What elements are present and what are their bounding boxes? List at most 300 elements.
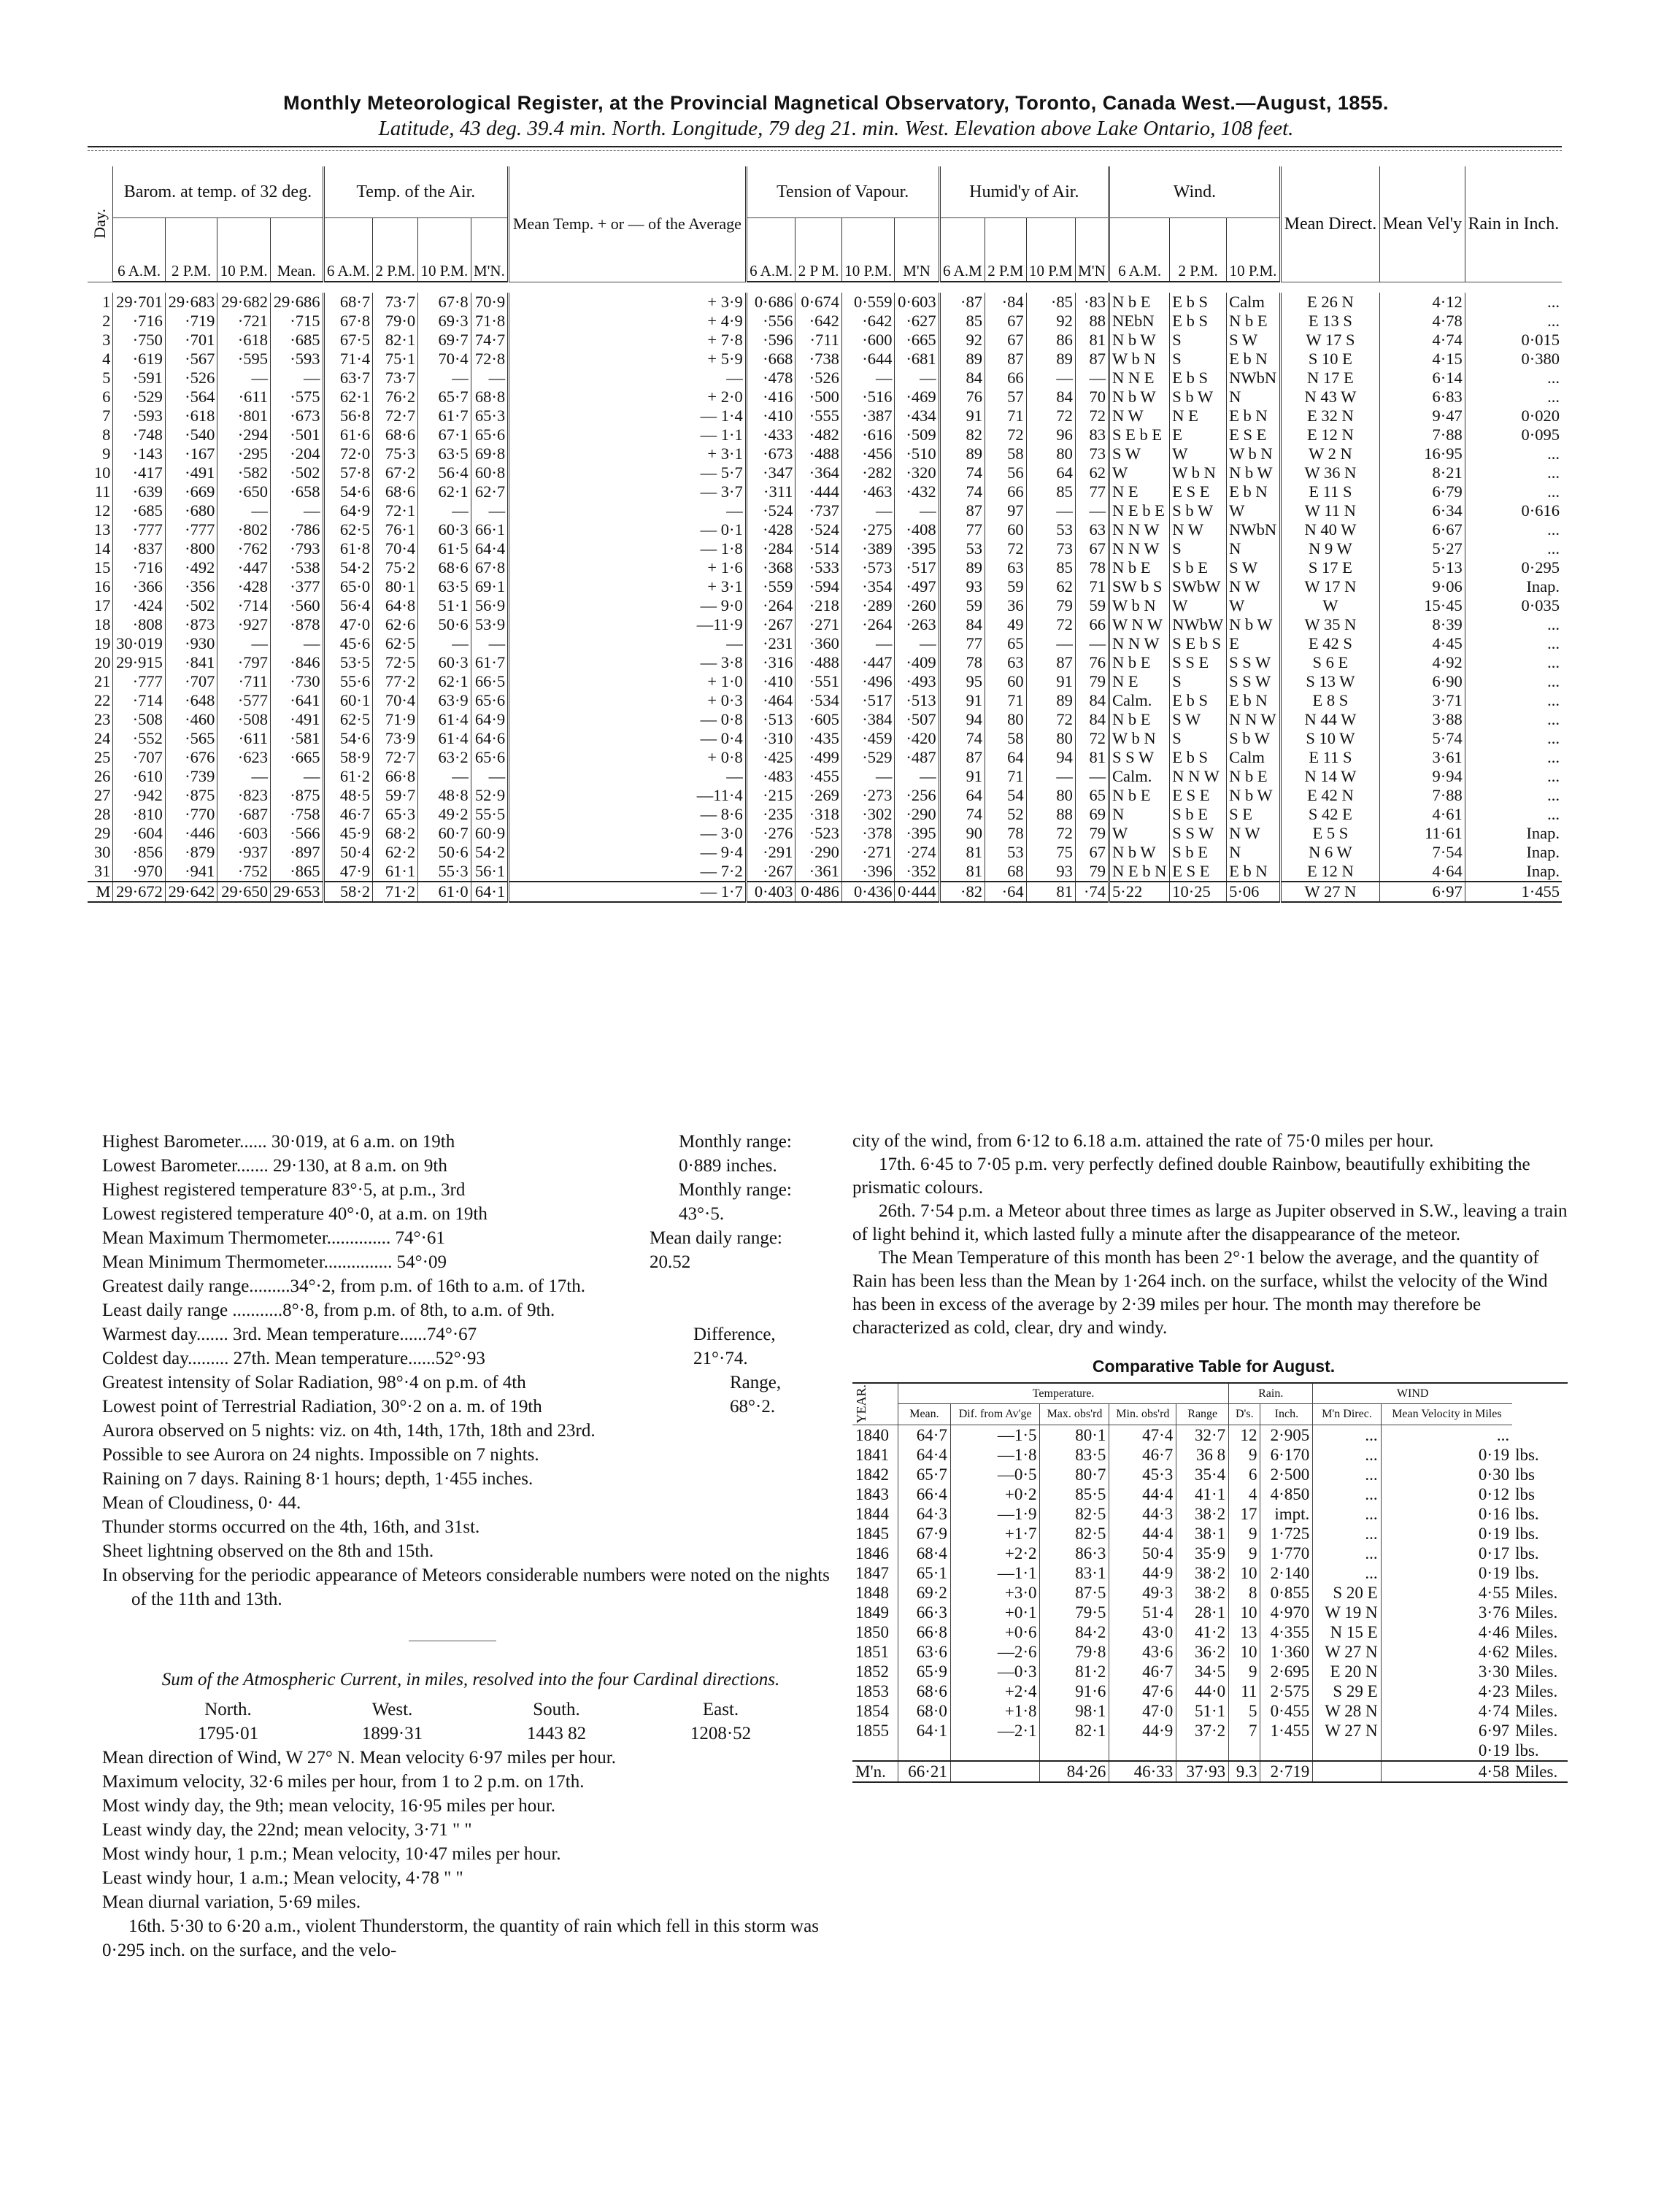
- register-cell: ·516: [841, 388, 895, 406]
- register-cell: 91: [1026, 672, 1075, 691]
- register-cell: ·143: [113, 444, 166, 463]
- register-cell: 60·3: [418, 520, 471, 539]
- register-cell: E: [1227, 634, 1281, 653]
- cmp-cell: 38·1: [1176, 1524, 1229, 1544]
- register-cell: — 1·8: [509, 539, 747, 558]
- cmp-cell: ...: [1313, 1445, 1381, 1465]
- cmp-cell: M'n.: [852, 1761, 898, 1782]
- cmp-cell: 63·6: [898, 1642, 951, 1662]
- register-cell: ·566: [270, 824, 323, 843]
- cmp-cell: 0·19: [1381, 1445, 1512, 1465]
- register-cell: ·750: [113, 331, 166, 350]
- register-cell: ·85: [1026, 293, 1075, 312]
- cmp-cell: 68·4: [898, 1544, 951, 1563]
- register-cell: ·737: [795, 501, 842, 520]
- register-cell: 89: [1026, 350, 1075, 369]
- cmp-cell: 38·2: [1176, 1504, 1229, 1524]
- register-cell: Inap.: [1465, 577, 1562, 596]
- day-cell: 13: [93, 520, 111, 539]
- cmp-cell: 3·30: [1381, 1662, 1512, 1681]
- register-cell: ·927: [217, 615, 271, 634]
- cmp-cell: [1313, 1741, 1381, 1761]
- register-cell: 62: [1075, 463, 1109, 482]
- register-cell: 0·486: [795, 882, 842, 902]
- day-cell: 23: [93, 710, 111, 728]
- register-cell: ·446: [165, 824, 217, 843]
- register-cell: ·715: [270, 312, 323, 331]
- register-cell: N b W: [1227, 463, 1281, 482]
- cmp-cell: 1·725: [1260, 1524, 1313, 1544]
- register-cell: ·716: [113, 558, 166, 577]
- register-cell: 63·2: [418, 748, 471, 767]
- register-cell: ·499: [795, 748, 842, 767]
- cmp-cell: 12: [1229, 1425, 1260, 1445]
- register-cell: + 3·1: [509, 577, 747, 596]
- register-cell: ...: [1465, 369, 1562, 388]
- register-cell: ·595: [217, 350, 271, 369]
- register-row: [88, 710, 1562, 729]
- register-cell: 63·9: [418, 691, 471, 710]
- register-cell: ·823: [217, 786, 271, 805]
- cmp-cell: N 15 E: [1313, 1622, 1381, 1642]
- register-cell: ·714: [113, 691, 166, 710]
- register-cell: 4·78: [1379, 312, 1465, 331]
- register-cell: 16·95: [1379, 444, 1465, 463]
- register-cell: ·491: [270, 710, 323, 729]
- register-cell: 61·0: [418, 882, 471, 902]
- cmp-cell: —1·5: [950, 1425, 1040, 1445]
- register-cell: 75·1: [373, 350, 418, 369]
- cmp-cell: 65·9: [898, 1662, 951, 1681]
- cmp-col-inch: Inch.: [1260, 1404, 1313, 1425]
- cmp-cell: 0·30: [1381, 1465, 1512, 1484]
- cmp-cell: 46·7: [1109, 1445, 1176, 1465]
- register-cell: 47·9: [323, 862, 373, 882]
- register-cell: ·641: [270, 691, 323, 710]
- register-cell: 80: [985, 710, 1026, 729]
- register-cell: —: [418, 767, 471, 786]
- remark-paragraph: city of the wind, from 6·12 to 6.18 a.m. attained the rate of 75·0 miles per hour.: [852, 1131, 1434, 1151]
- cmp-cell: 9.3: [1229, 1761, 1260, 1782]
- register-cell: 57·8: [323, 463, 373, 482]
- cmp-cell: 46·33: [1109, 1761, 1176, 1782]
- register-cell: 6·83: [1379, 388, 1465, 406]
- register-cell: 60: [985, 672, 1026, 691]
- register-cell: 54·2: [323, 558, 373, 577]
- register-cell: S 10 E: [1280, 350, 1379, 369]
- register-cell: N b E: [1227, 312, 1281, 331]
- register-row: [88, 520, 1562, 539]
- register-cell: 75: [1026, 843, 1075, 862]
- register-cell: —: [418, 501, 471, 520]
- register-cell: 63: [985, 558, 1026, 577]
- register-cell: 66: [985, 369, 1026, 388]
- register-cell: 77: [1075, 482, 1109, 501]
- register-cell: NWbN: [1227, 369, 1281, 388]
- cmp-cell: 0·19: [1381, 1524, 1512, 1544]
- register-cell: ·875: [165, 786, 217, 805]
- register-cell: ·290: [795, 843, 842, 862]
- cmp-cell: S 29 E: [1313, 1681, 1381, 1701]
- register-cell: 64·4: [471, 539, 508, 558]
- warmest-coldest-summary: Warmest day....... 3rd. Mean temperature......74°·67 Difference, Coldest day......... 27th. Mean temperature......52°·93 21°·74.: [102, 1325, 776, 1368]
- cmp-mean-row: [852, 1761, 1568, 1782]
- register-cell: ·644: [841, 350, 895, 369]
- register-cell: 0·095: [1465, 425, 1562, 444]
- register-cell: 67: [1075, 843, 1109, 862]
- register-cell: 65·3: [373, 805, 418, 824]
- register-cell: ·510: [895, 444, 939, 463]
- register-cell: 73: [1075, 444, 1109, 463]
- register-cell: ...: [1465, 767, 1562, 786]
- cmp-cell: [898, 1741, 951, 1761]
- day-header: Day.: [88, 166, 113, 282]
- register-cell: N E: [1170, 406, 1227, 425]
- cmp-cell: 1847: [855, 1563, 889, 1582]
- register-cell: —: [1075, 767, 1109, 786]
- register-cell: ·274: [895, 843, 939, 862]
- register-cell: 67: [985, 331, 1026, 350]
- register-row: [88, 312, 1562, 331]
- register-cell: ·424: [113, 596, 166, 615]
- cmp-cell: 51·1: [1176, 1701, 1229, 1721]
- cmp-cell: 68·6: [898, 1681, 951, 1701]
- register-cell: 72·7: [373, 748, 418, 767]
- register-cell: — 5·7: [509, 463, 747, 482]
- register-cell: ·841: [165, 653, 217, 672]
- day-cell: 29: [93, 824, 111, 842]
- cmp-cell: 65·7: [898, 1465, 951, 1484]
- register-cell: E b S: [1170, 748, 1227, 767]
- register-cell: N 40 W: [1280, 520, 1379, 539]
- register-cell: 56·4: [323, 596, 373, 615]
- register-cell: ·524: [795, 520, 842, 539]
- register-cell: ...: [1465, 312, 1562, 331]
- register-cell: 6·90: [1379, 672, 1465, 691]
- register-cell: N W: [1227, 577, 1281, 596]
- cmp-cell: 4·46: [1381, 1622, 1512, 1642]
- register-cell: ·879: [165, 843, 217, 862]
- register-cell: —: [270, 369, 323, 388]
- register-row: [88, 786, 1562, 805]
- summary-column: [102, 1130, 839, 1962]
- register-cell: ·501: [270, 425, 323, 444]
- register-cell: 29·653: [270, 882, 323, 902]
- register-cell: ·604: [113, 824, 166, 843]
- register-cell: ·455: [795, 767, 842, 786]
- register-cell: ·523: [795, 824, 842, 843]
- register-cell: 61·4: [418, 710, 471, 729]
- cmp-cell: 0·12: [1381, 1484, 1512, 1504]
- register-cell: ·432: [895, 482, 939, 501]
- register-cell: 9·94: [1379, 767, 1465, 786]
- cmp-cell: 64·1: [898, 1721, 951, 1741]
- register-cell: ·596: [746, 331, 795, 350]
- register-cell: 72·1: [373, 501, 418, 520]
- register-cell: ·707: [165, 672, 217, 691]
- register-cell: + 7·8: [509, 331, 747, 350]
- col-humid-6am: 6 A.M: [939, 218, 985, 282]
- register-cell: —: [217, 634, 271, 653]
- register-cell: 71: [1075, 577, 1109, 596]
- register-cell: 67: [1075, 539, 1109, 558]
- register-cell: —: [471, 501, 508, 520]
- register-cell: 62·6: [373, 615, 418, 634]
- cmp-cell: 51·4: [1109, 1603, 1176, 1622]
- register-cell: + 1·0: [509, 672, 747, 691]
- register-cell: ·897: [270, 843, 323, 862]
- register-cell: 0·295: [1465, 558, 1562, 577]
- register-cell: SW b S: [1109, 577, 1170, 596]
- register-cell: 0·015: [1465, 331, 1562, 350]
- register-cell: 83: [1075, 425, 1109, 444]
- register-cell: 53: [939, 539, 985, 558]
- day-cell: 19: [93, 634, 111, 652]
- cardinal-labels: North. West. South. East.: [204, 1700, 739, 1719]
- register-cell: 62·5: [323, 710, 373, 729]
- register-cell: ·271: [841, 843, 895, 862]
- cmp-cell: Miles.: [1515, 1681, 1558, 1700]
- register-cell: ·650: [217, 482, 271, 501]
- register-cell: + 1·6: [509, 558, 747, 577]
- register-cell: 7·88: [1379, 786, 1465, 805]
- register-cell: 88: [1075, 312, 1109, 331]
- col-wind-6am: 6 A.M.: [1109, 218, 1170, 282]
- register-cell: ·395: [895, 824, 939, 843]
- register-cell: 5·13: [1379, 558, 1465, 577]
- register-cell: ·837: [113, 539, 166, 558]
- register-cell: W 35 N: [1280, 615, 1379, 634]
- register-cell: ·420: [895, 729, 939, 748]
- col-tension-6am: 6 A.M.: [746, 218, 795, 282]
- register-cell: ·930: [165, 634, 217, 653]
- register-cell: S S E: [1170, 653, 1227, 672]
- register-row: [88, 369, 1562, 388]
- register-cell: —: [509, 767, 747, 786]
- register-cell: ·514: [795, 539, 842, 558]
- register-cell: 29·701: [113, 293, 166, 312]
- register-cell: 74: [939, 463, 985, 482]
- register-cell: + 2·0: [509, 388, 747, 406]
- register-cell: 61·8: [323, 539, 373, 558]
- register-cell: ·719: [165, 312, 217, 331]
- cmp-cell: 5: [1229, 1701, 1260, 1721]
- register-cell: ·507: [895, 710, 939, 729]
- register-cell: ·435: [795, 729, 842, 748]
- cmp-cell: 82·1: [1040, 1721, 1109, 1741]
- register-cell: ·611: [217, 729, 271, 748]
- register-cell: 74: [939, 805, 985, 824]
- cmp-cell: 47·0: [1109, 1701, 1176, 1721]
- cmp-cell: lbs: [1515, 1465, 1535, 1484]
- cmp-cell: 7: [1229, 1721, 1260, 1741]
- register-cell: 49·2: [418, 805, 471, 824]
- register-cell: ·502: [165, 596, 217, 615]
- cmp-cell: [1040, 1741, 1109, 1761]
- register-cell: 72: [1075, 406, 1109, 425]
- cmp-cell: 1853: [855, 1681, 889, 1700]
- cmp-cell: 44·9: [1109, 1721, 1176, 1741]
- register-cell: ·409: [895, 653, 939, 672]
- register-cell: 59·7: [373, 786, 418, 805]
- register-cell: 67·5: [323, 331, 373, 350]
- register-cell: 9·47: [1379, 406, 1465, 425]
- register-cell: E 5 S: [1280, 824, 1379, 843]
- cmp-col-range: Range: [1176, 1404, 1229, 1425]
- register-cell: N b E: [1109, 558, 1170, 577]
- register-cell: ·618: [217, 331, 271, 350]
- col-barom-mean: Mean.: [270, 218, 323, 282]
- register-cell: ...: [1465, 691, 1562, 710]
- cmp-cell: ...: [1313, 1425, 1381, 1445]
- register-cell: 72: [985, 539, 1026, 558]
- register-cell: ·235: [746, 805, 795, 824]
- register-cell: ...: [1465, 672, 1562, 691]
- register-cell: 66: [985, 482, 1026, 501]
- register-cell: ·865: [270, 862, 323, 882]
- register-cell: SWbW: [1170, 577, 1227, 596]
- register-cell: 29·672: [113, 882, 166, 902]
- register-cell: Inap.: [1465, 843, 1562, 862]
- cmp-cell: 80·7: [1040, 1465, 1109, 1484]
- register-cell: ·302: [841, 805, 895, 824]
- register-cell: 52·9: [471, 786, 508, 805]
- register-cell: 63: [985, 653, 1026, 672]
- register-cell: 69·3: [418, 312, 471, 331]
- cmp-cell: 35·4: [1176, 1465, 1229, 1484]
- cmp-cell: 1852: [855, 1662, 889, 1681]
- register-cell: ·605: [795, 710, 842, 729]
- register-cell: 62·1: [323, 388, 373, 406]
- register-cell: 62·7: [471, 482, 508, 501]
- register-cell: 89: [939, 444, 985, 463]
- register-cell: 54: [985, 786, 1026, 805]
- cmp-cell: 80·1: [1040, 1425, 1109, 1445]
- register-cell: E b S: [1170, 293, 1227, 312]
- register-cell: — 8·6: [509, 805, 747, 824]
- register-row: [88, 425, 1562, 444]
- register-cell: 71·4: [323, 350, 373, 369]
- register-cell: ·276: [746, 824, 795, 843]
- register-cell: ·681: [895, 350, 939, 369]
- register-cell: 78: [985, 824, 1026, 843]
- observation-notes: Aurora observed on 5 nights: viz. on 4th, 14th, 17th, 18th and 23rd. Possible to see Aurora on 24 nights. Impossible on 7 nights. Raining on 7 days. Raining 8·1 hours; depth, 1·455 inches. Mean of Cloudiness, 0· 44. Thunder storms occurred on the 4th, 16th, and 31st. Sheet lightning observed on the 8th and 15th. In observing for the periodic appearance of Meteors considerable numbers were noted on the nights of the 11th and 13th.: [102, 1421, 830, 1609]
- register-cell: 67·1: [418, 425, 471, 444]
- cmp-cell: [950, 1741, 1040, 1761]
- register-row: [88, 444, 1562, 463]
- register-cell: —: [270, 767, 323, 786]
- cmp-cell: +3·0: [950, 1583, 1040, 1603]
- day-cell: 30: [93, 843, 111, 861]
- register-cell: 61·7: [471, 653, 508, 672]
- cmp-cell: 66·8: [898, 1622, 951, 1642]
- register-cell: 72: [985, 425, 1026, 444]
- cmp-cell: 82·5: [1040, 1524, 1109, 1544]
- register-cell: 63: [1075, 520, 1109, 539]
- register-cell: 7·88: [1379, 425, 1465, 444]
- register-cell: Calm.: [1109, 691, 1170, 710]
- register-cell: ·282: [841, 463, 895, 482]
- register-cell: S S W: [1109, 748, 1170, 767]
- cmp-cell: Miles.: [1515, 1603, 1558, 1622]
- cmp-row: [852, 1563, 1568, 1583]
- remarks-column: [852, 1130, 1575, 1783]
- register-cell: ·658: [270, 482, 323, 501]
- register-cell: W: [1227, 501, 1281, 520]
- register-cell: ·87: [939, 293, 985, 312]
- col-tension-2pm: 2 P M.: [795, 218, 842, 282]
- register-cell: 71: [985, 406, 1026, 425]
- register-cell: 4·64: [1379, 862, 1465, 882]
- humidity-group-header: Humid'y of Air.: [939, 166, 1109, 218]
- cmp-cell: E 20 N: [1313, 1662, 1381, 1681]
- cmp-cell: 66·4: [898, 1484, 951, 1504]
- register-cell: NWbN: [1227, 520, 1281, 539]
- register-cell: — 1·7: [509, 882, 747, 902]
- register-cell: ·555: [795, 406, 842, 425]
- register-cell: E b N: [1227, 350, 1281, 369]
- cmp-cell: Miles.: [1515, 1622, 1558, 1641]
- col-barom-2pm: 2 P.M.: [165, 218, 217, 282]
- register-cell: ·256: [895, 786, 939, 805]
- register-cell: N 6 W: [1280, 843, 1379, 862]
- cmp-cell: 1·360: [1260, 1642, 1313, 1662]
- register-cell: 68·6: [373, 482, 418, 501]
- cmp-cell: 34·5: [1176, 1662, 1229, 1681]
- register-cell: W: [1280, 596, 1379, 615]
- cmp-cell: 64·3: [898, 1504, 951, 1524]
- register-cell: ·810: [113, 805, 166, 824]
- register-cell: ·354: [841, 577, 895, 596]
- cmp-cell: 41·1: [1176, 1484, 1229, 1504]
- register-cell: N W: [1170, 520, 1227, 539]
- day-cell: 22: [93, 691, 111, 709]
- register-cell: ·434: [895, 406, 939, 425]
- register-cell: ·260: [895, 596, 939, 615]
- register-cell: W b N: [1109, 350, 1170, 369]
- register-cell: — 9·4: [509, 843, 747, 862]
- register-cell: ·873: [165, 615, 217, 634]
- register-cell: ...: [1465, 463, 1562, 482]
- register-cell: 4·12: [1379, 293, 1465, 312]
- register-cell: 0·686: [746, 293, 795, 312]
- register-cell: ·752: [217, 862, 271, 882]
- cmp-cell: 10: [1229, 1603, 1260, 1622]
- register-row: [88, 862, 1562, 882]
- register-cell: + 3·9: [509, 293, 747, 312]
- cmp-cell: 43·0: [1109, 1622, 1176, 1642]
- register-cell: 87: [1026, 653, 1075, 672]
- cmp-cell: ...: [1313, 1484, 1381, 1504]
- register-cell: E 12 N: [1280, 862, 1379, 882]
- register-cell: ·565: [165, 729, 217, 748]
- register-cell: ·529: [113, 388, 166, 406]
- register-cell: ·524: [746, 501, 795, 520]
- register-cell: —: [895, 369, 939, 388]
- cmp-cell: 65·1: [898, 1563, 951, 1583]
- register-cell: ·665: [895, 331, 939, 350]
- register-cell: 60·3: [418, 653, 471, 672]
- cmp-cell: 2·575: [1260, 1681, 1313, 1701]
- register-cell: ·552: [113, 729, 166, 748]
- rain-header: Rain in Inch.: [1465, 166, 1562, 282]
- register-cell: W 11 N: [1280, 501, 1379, 520]
- register-cell: S: [1170, 729, 1227, 748]
- register-cell: ·294: [217, 425, 271, 444]
- register-cell: — 7·2: [509, 862, 747, 882]
- register-cell: 72·0: [323, 444, 373, 463]
- register-cell: 80: [1026, 786, 1075, 805]
